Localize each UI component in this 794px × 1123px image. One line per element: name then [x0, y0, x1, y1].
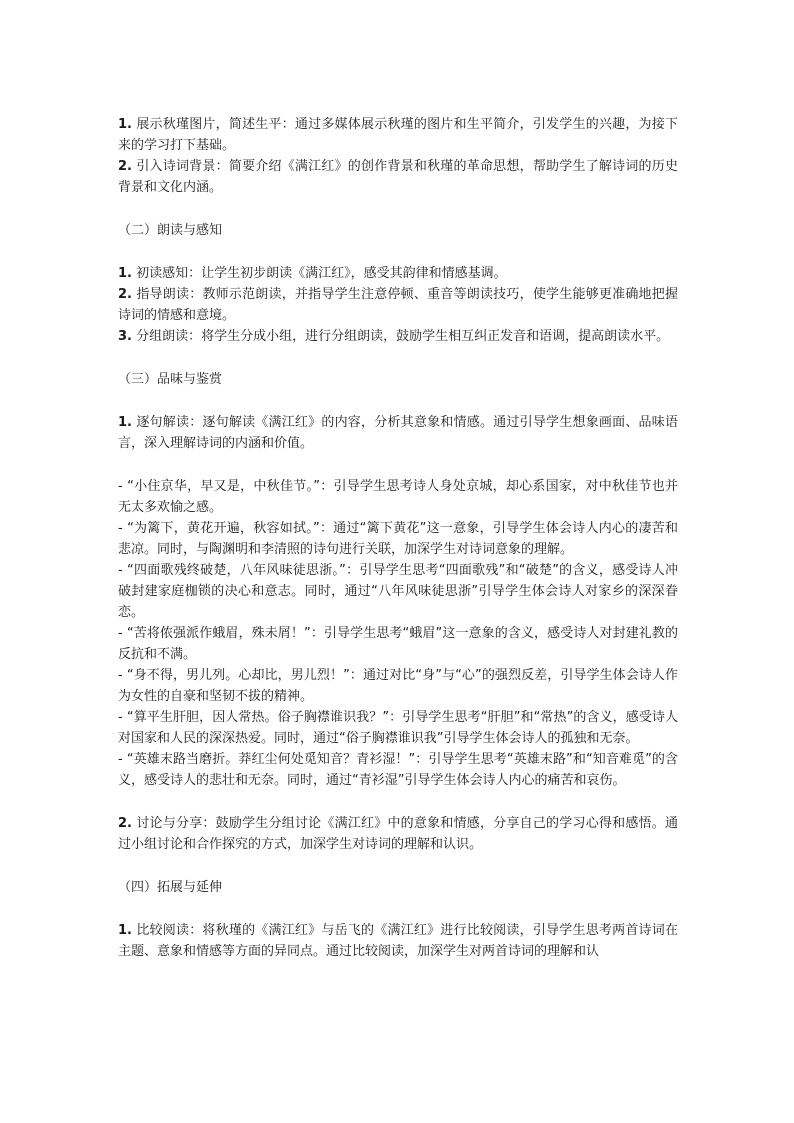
item-number: 1. [118, 117, 132, 132]
item-number: 2. [118, 159, 132, 174]
item-text: 指导朗读：教师示范朗读，并指导学生注意停顿、重音等朗读技巧，使学生能够更准确地把握诗词的情感和意境。 [118, 287, 678, 323]
section-heading-4: （四）拓展与延伸 [118, 880, 223, 895]
section1-item-1 [118, 114, 678, 156]
item-text: 引入诗词背景：简要介绍《满江红》的创作背景和秋瑾的革命思想，帮助学生了解诗词的历史背景和文化内涵。 [118, 159, 678, 195]
item-text: 展示秋瑾图片，简述生平：通过多媒体展示秋瑾的图片和生平简介，引发学生的兴趣，为接下来的学习打下基础。 [118, 117, 678, 153]
bullet-line-6: - “算平生肝胆，因人常热。俗子胸襟谁识我？”：引导学生思考“肝胆”和“常热”的含义，感受诗人对国家和人民的深深热爱。同时，通过“俗子胸襟谁识我”引导学生体会诗人的孤独和无奈。 [118, 710, 678, 746]
bullet-line-1: - “小住京华，早又是，中秋佳节。”：引导学生思考诗人身处京城，却心系国家，对中秋佳节也并无太多欢愉之感。 [118, 479, 678, 515]
item-number: 2. [118, 816, 132, 831]
section2-item-1 [118, 263, 678, 284]
document-page [118, 114, 678, 962]
bullet-line-4: - “苦将侬强派作蛾眉，殊未屑！”：引导学生思考“蛾眉”这一意象的含义，感受诗人对封建礼教的反抗和不满。 [118, 626, 678, 662]
item-text: 逐句解读：逐句解读《满江红》的内容，分析其意象和情感。通过引导学生想象画面、品味语言，深入理解诗词的内涵和价值。 [118, 415, 678, 451]
item-text: 比较阅读：将秋瑾的《满江红》与岳飞的《满江红》进行比较阅读，引导学生思考两首诗词在主题、意象和情感等方面的异同点。通过比较阅读，加深学生对两首诗词的理解和认 [118, 923, 678, 959]
item-number: 1. [118, 923, 132, 938]
item-text: 初读感知：让学生初步朗读《满江红》，感受其韵律和情感基调。 [131, 266, 507, 281]
item-number: 3. [118, 329, 132, 344]
section-heading-3: （三）品味与鉴赏 [118, 372, 223, 387]
section3-item-1 [118, 412, 678, 454]
item-number: 1. [118, 266, 132, 281]
item-text: 讨论与分享：鼓励学生分组讨论《满江红》中的意象和情感，分享自己的学习心得和感悟。通过小组讨论和合作探究的方式，加深学生对诗词的理解和认识。 [118, 816, 678, 852]
section-heading-2: （二）朗读与感知 [118, 223, 223, 238]
section3-item-2 [118, 813, 678, 855]
bullet-line-2: - “为篱下，黄花开遍，秋容如拭。”：通过“篱下黄花”这一意象，引导学生体会诗人内心的凄苦和悲凉。同时，与陶渊明和李清照的诗句进行关联，加深学生对诗词意象的理解。 [118, 521, 678, 557]
item-number: 1. [118, 415, 132, 430]
item-text: 分组朗读：将学生分成小组，进行分组朗读，鼓励学生相互纠正发音和语调，提高朗读水平。 [131, 329, 670, 344]
section1-item-2 [118, 156, 678, 198]
section4-item-1 [118, 920, 678, 962]
bullet-line-3: - “四面歌残终破楚，八年风味徒思浙。”：引导学生思考“四面歌残”和“破楚”的含义，感受诗人冲破封建家庭枷锁的决心和意志。同时，通过“八年风味徒思浙”引导学生体会诗人对家乡的深深眷恋。 [118, 563, 678, 620]
section2-item-2 [118, 284, 678, 326]
item-number: 2. [118, 287, 132, 302]
bullet-line-5: - “身不得，男儿列。心却比，男儿烈！”：通过对比“身”与“心”的强烈反差，引导学生体会诗人作为女性的自豪和坚韧不拔的精神。 [118, 668, 678, 704]
section2-item-3 [118, 326, 678, 347]
bullet-line-7: - “英雄末路当磨折。莽红尘何处觅知音？青衫湿！”：引导学生思考“英雄末路”和“知音难觅”的含义，感受诗人的悲壮和无奈。同时，通过“青衫湿”引导学生体会诗人内心的痛苦和哀伤。 [118, 752, 678, 788]
